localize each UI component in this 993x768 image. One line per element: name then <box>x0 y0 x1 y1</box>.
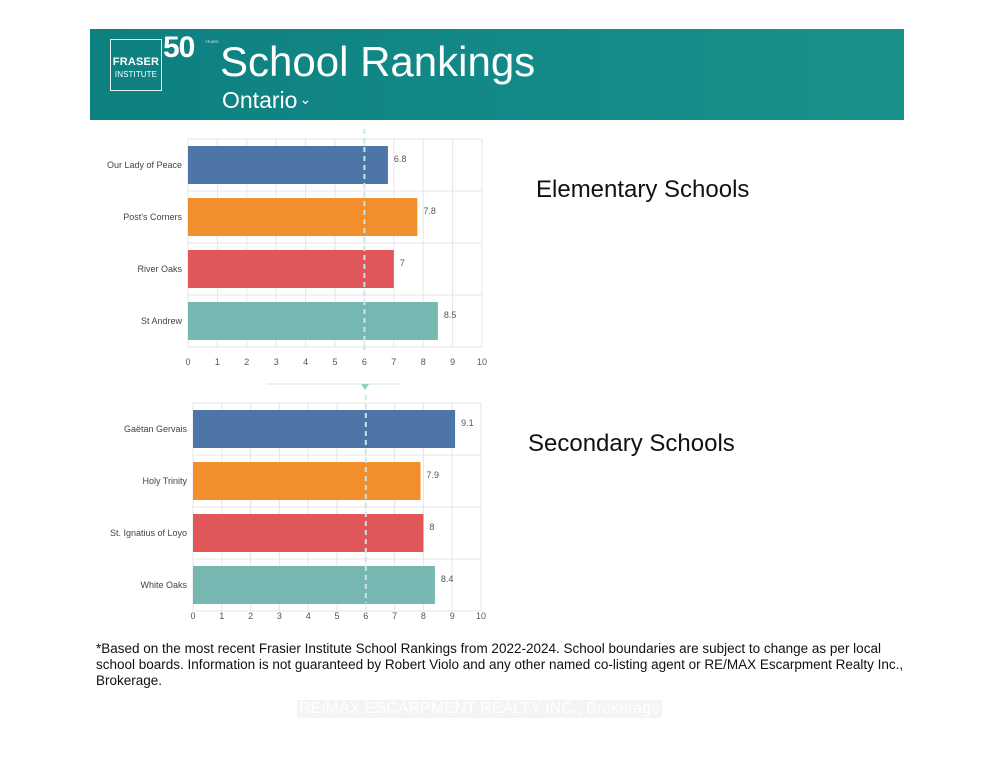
x-tick-label: 4 <box>305 611 311 621</box>
region-selector[interactable] <box>222 89 311 112</box>
x-tick-label: 9 <box>450 357 456 367</box>
x-tick-label: 7 <box>391 357 397 367</box>
value-label: 7.9 <box>426 470 440 480</box>
disclaimer: *Based on the most recent Frasier Institute School Rankings from 2022-2024. School boundaries are subject to change as per local school boards. Information is not guaranteed by Robert Violo and any other named co-listing agent or RE/MAX Escarpment Realty Inc., Brokerage. <box>96 641 904 688</box>
x-tick-label: 7 <box>392 611 398 621</box>
category-label: Gaëtan Gervais <box>123 424 187 434</box>
category-label: Post's Corners <box>123 212 182 222</box>
x-tick-label: 3 <box>276 611 282 621</box>
secondary-chart <box>0 395 500 625</box>
x-tick-label: 1 <box>214 357 220 367</box>
logo-anniversary: 50 <box>163 31 195 64</box>
bar <box>188 198 417 236</box>
category-label: Holy Trinity <box>142 476 187 486</box>
logo-years: YEARS <box>205 39 219 44</box>
value-label: 8.4 <box>440 574 454 584</box>
logo-line-2: INSTITUTE <box>114 70 158 79</box>
value-label: 8.5 <box>443 310 457 320</box>
elementary-chart <box>0 125 500 370</box>
fraser-institute-logo <box>110 39 162 91</box>
bar <box>188 146 388 184</box>
chart-divider <box>0 378 500 392</box>
value-label: 7 <box>399 258 405 268</box>
category-label: White Oaks <box>140 580 187 590</box>
x-tick-label: 4 <box>303 357 309 367</box>
bar <box>193 566 435 604</box>
x-tick-label: 0 <box>190 611 196 621</box>
x-tick-label: 2 <box>248 611 254 621</box>
x-tick-label: 1 <box>219 611 225 621</box>
value-label: 6.8 <box>393 154 407 164</box>
region-label: Ontario <box>222 87 298 113</box>
value-label: 7.8 <box>423 206 436 216</box>
x-tick-label: 6 <box>363 611 369 621</box>
x-tick-label: 3 <box>273 357 279 367</box>
bar <box>193 514 423 552</box>
x-tick-label: 0 <box>185 357 191 367</box>
brokerage-watermark: RE/MAX ESCARPMENT REALTY INC., Brokerage <box>299 700 660 717</box>
bar <box>188 302 438 340</box>
x-tick-label: 10 <box>476 357 488 367</box>
page-title: School Rankings <box>220 38 536 85</box>
elementary-chart-title: Elementary Schools <box>536 176 750 203</box>
value-label: 8 <box>429 522 435 532</box>
x-tick-label: 5 <box>332 357 338 367</box>
category-label: St. Ignatius of Loyo <box>109 528 187 538</box>
secondary-chart-title: Secondary Schools <box>528 430 735 457</box>
x-tick-label: 8 <box>420 611 426 621</box>
category-label: St Andrew <box>140 316 182 326</box>
bar <box>188 250 394 288</box>
x-tick-label: 9 <box>449 611 455 621</box>
category-label: Our Lady of Peace <box>106 160 182 170</box>
x-tick-label: 6 <box>361 357 367 367</box>
bar <box>193 410 455 448</box>
x-tick-label: 8 <box>420 357 426 367</box>
category-label: River Oaks <box>137 264 182 274</box>
value-label: 9.1 <box>461 418 474 428</box>
chevron-down-icon: ⌄ <box>299 91 312 107</box>
logo-line-1: FRASER <box>112 56 160 68</box>
header-banner <box>90 29 904 120</box>
x-tick-label: 10 <box>475 611 487 621</box>
x-tick-label: 2 <box>244 357 250 367</box>
bar <box>193 462 421 500</box>
x-tick-label: 5 <box>334 611 340 621</box>
